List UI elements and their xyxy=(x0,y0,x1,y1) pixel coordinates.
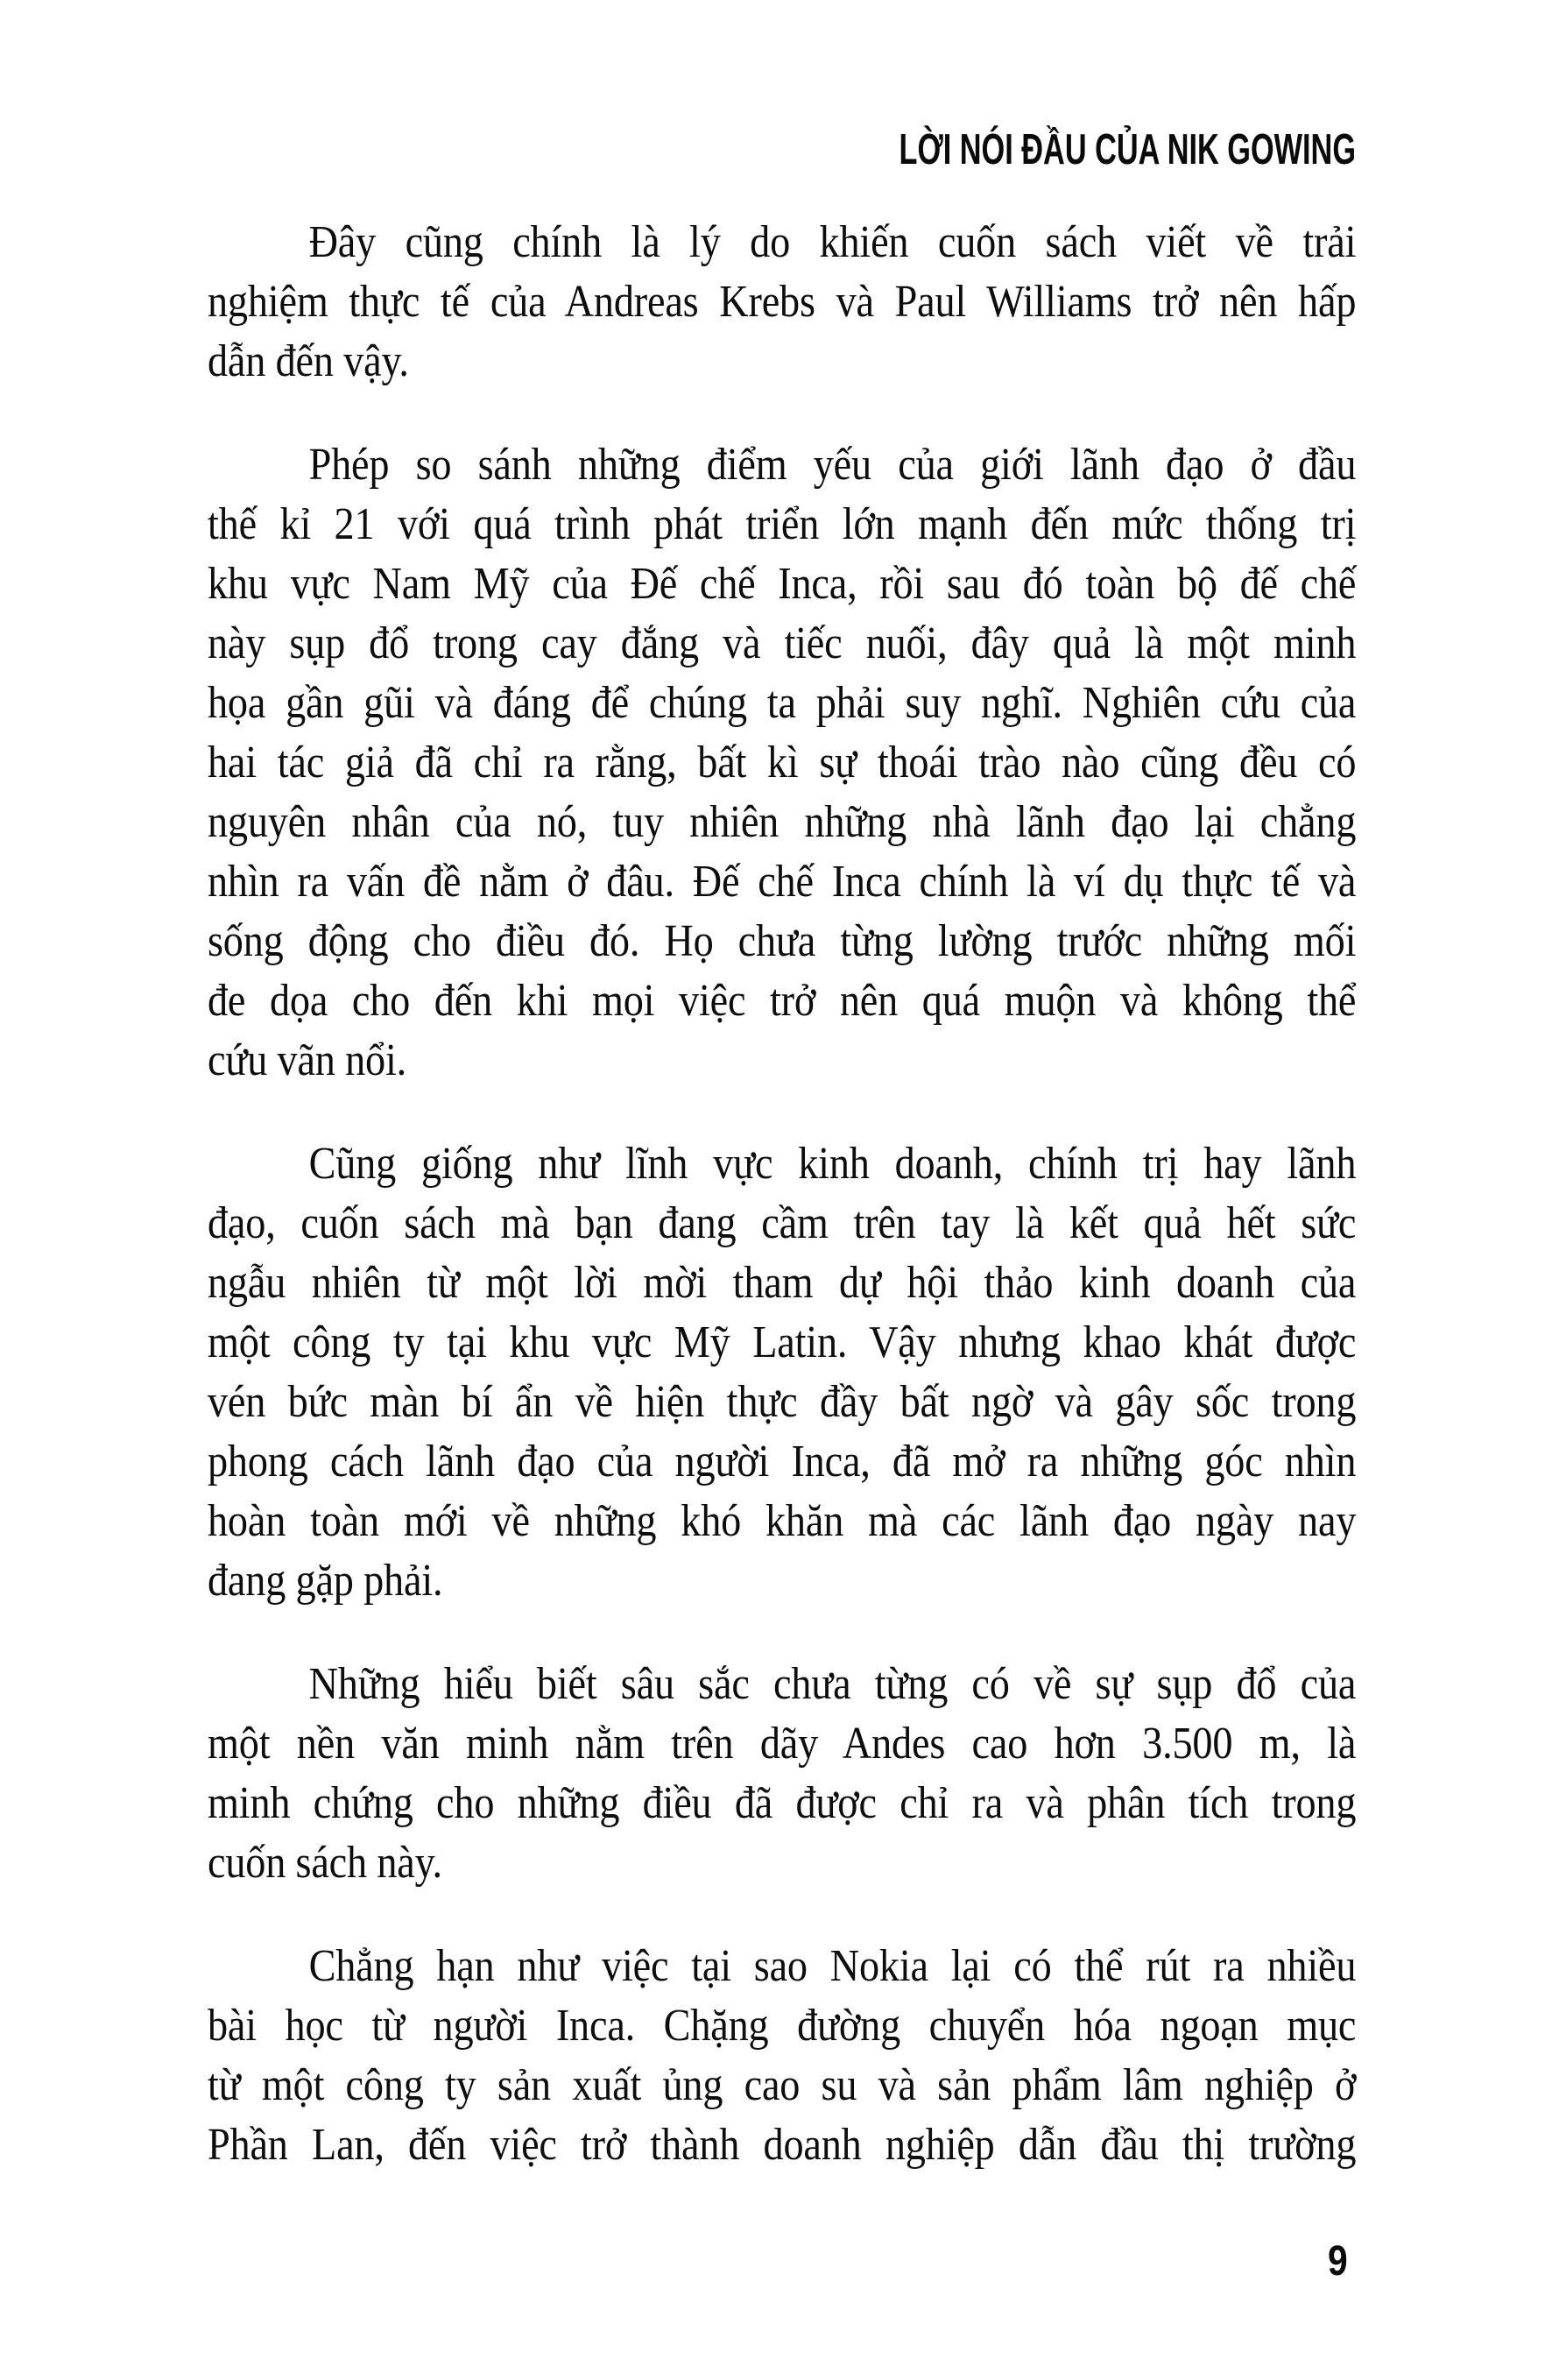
text-line: phong cách lãnh đạo của người Inca, đã mở ra những góc nhìn xyxy=(208,1437,1357,1487)
text-line: nghiệm thực tế của Andreas Krebs và Paul Williams trở nên hấp xyxy=(208,277,1357,327)
text-line: ngẫu nhiên từ một lời mời tham dự hội thảo kinh doanh của xyxy=(208,1258,1357,1308)
text-line: đạo, cuốn sách mà bạn đang cầm trên tay là kết quả hết sức xyxy=(208,1198,1357,1248)
text-line: Phần Lan, đến việc trở thành doanh nghiệp dẫn đầu thị trường xyxy=(208,2120,1357,2170)
body-text-block xyxy=(208,213,1356,2219)
text-line: bài học từ người Inca. Chặng đường chuyển hóa ngoạn mục xyxy=(208,2001,1357,2051)
text-line: Đây cũng chính là lý do khiến cuốn sách viết về trải xyxy=(308,217,1357,267)
text-line: Những hiểu biết sâu sắc chưa từng có về sự sụp đổ của xyxy=(308,1659,1357,1709)
text-line: này sụp đổ trong cay đắng và tiếc nuối, đây quả là một minh xyxy=(208,618,1357,668)
text-line: cứu vãn nổi. xyxy=(208,1035,407,1085)
text-line: thế kỉ 21 với quá trình phát triển lớn mạnh đến mức thống trị xyxy=(208,499,1357,549)
text-line: nguyên nhân của nó, tuy nhiên những nhà lãnh đạo lại chẳng xyxy=(208,797,1357,847)
text-line: nhìn ra vấn đề nằm ở đâu. Đế chế Inca chính là ví dụ thực tế và xyxy=(208,857,1357,907)
text-line: đe dọa cho đến khi mọi việc trở nên quá muộn và không thể xyxy=(208,976,1357,1026)
text-line: sống động cho điều đó. Họ chưa từng lường trước những mối xyxy=(208,916,1357,966)
text-line: minh chứng cho những điều đã được chỉ ra và phân tích trong xyxy=(208,1778,1357,1828)
text-line: hai tác giả đã chỉ ra rằng, bất kì sự thoái trào nào cũng đều có xyxy=(208,738,1357,787)
paragraph xyxy=(208,1134,1356,1611)
text-line: khu vực Nam Mỹ của Đế chế Inca, rồi sau đó toàn bộ đế chế xyxy=(208,559,1357,609)
text-line: đang gặp phải. xyxy=(208,1556,443,1606)
paragraph xyxy=(208,1655,1356,1893)
text-line: một nền văn minh nằm trên dãy Andes cao hơn 3.500 m, là xyxy=(208,1719,1357,1769)
text-line: vén bức màn bí ẩn về hiện thực đầy bất ngờ và gây sốc trong xyxy=(208,1377,1357,1427)
paragraph xyxy=(208,213,1356,392)
text-line: từ một công ty sản xuất ủng cao su và sản phẩm lâm nghiệp ở xyxy=(208,2060,1357,2110)
paragraph xyxy=(208,435,1356,1091)
text-line: hoàn toàn mới về những khó khăn mà các lãnh đạo ngày nay xyxy=(208,1496,1357,1546)
text-line: cuốn sách này. xyxy=(208,1838,442,1888)
running-header: LỜI NÓI ĐẦU CỦA NIK GOWING xyxy=(899,126,1356,173)
text-line: một công ty tại khu vực Mỹ Latin. Vậy nhưng khao khát được xyxy=(208,1317,1357,1367)
text-line: Phép so sánh những điểm yếu của giới lãnh đạo ở đầu xyxy=(308,440,1357,490)
paragraph xyxy=(208,1937,1356,2175)
text-line: dẫn đến vậy. xyxy=(208,336,409,386)
text-line: Cũng giống như lĩnh vực kinh doanh, chính trị hay lãnh xyxy=(308,1139,1357,1189)
page-number: 9 xyxy=(1328,2238,1348,2285)
text-line: Chẳng hạn như việc tại sao Nokia lại có thể rút ra nhiều xyxy=(308,1941,1357,1991)
text-line: họa gần gũi và đáng để chúng ta phải suy nghĩ. Nghiên cứu của xyxy=(208,678,1357,728)
